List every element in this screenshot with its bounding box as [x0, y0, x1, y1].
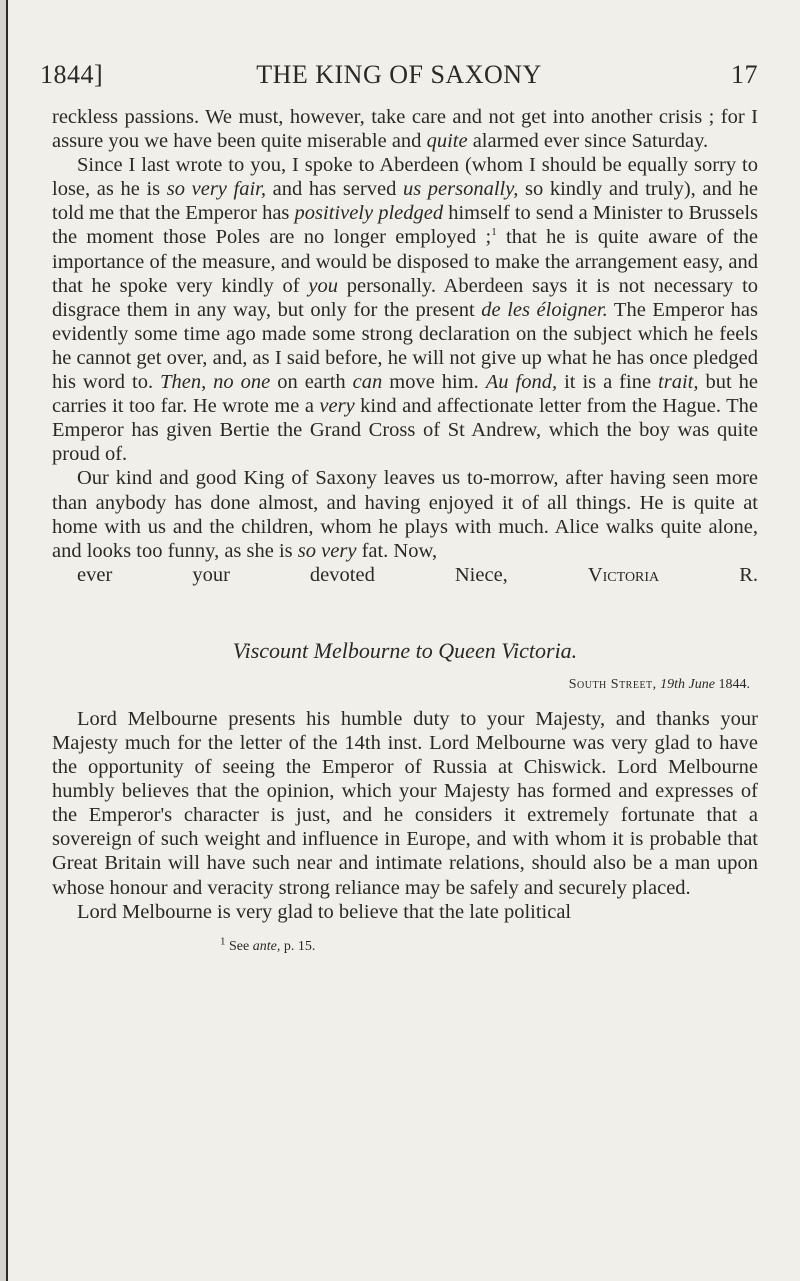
- text-run: The Emperor has evidently some time ago made some strong declaration on the subject which he feels he cannot get over, and, as I said before, he will not give up what he has once pledged his word to.: [52, 298, 758, 394]
- text-run: so very: [297, 539, 357, 562]
- text-run: on earth: [270, 371, 353, 394]
- letter2-paragraph-1: Lord Melbourne presents his humble duty to your Majesty, and thanks your Majesty much for the letter of the 14th inst. Lord Melbourne was very glad to have the opportunity of seeing the Emperor of Russia at Chiswick. Lord Melbourne humbly believes that the opinion, which your Majesty has formed and expresses of the Emperor's character is just, and he considers it extremely fortunate that a sovereign of such weight and influence in Europe, and with whom it is probable that Great Britain will have such near and intimate relations, should also be a man upon whose honour and veracity strong reliance may be safely and securely placed.: [52, 707, 758, 899]
- text-run: can: [352, 371, 383, 394]
- text-run: fat. Now,: [356, 539, 438, 562]
- text-run: kind and affectionate letter from the Hague. The Emperor has given Bertie the Grand Cross of St Andrew, which the boy was quite proud of.: [52, 395, 758, 466]
- letter1-paragraph-3: [52, 466, 758, 586]
- letter1-paragraph-1: [52, 105, 758, 153]
- text-run: you: [308, 274, 338, 297]
- text-run: 19th June: [660, 676, 715, 692]
- signature: Victoria R.: [587, 563, 759, 586]
- text-run: 1844.: [715, 676, 750, 692]
- text-run: move him.: [382, 371, 486, 394]
- closing: ever your devoted Niece,: [77, 563, 508, 586]
- text-run: alarmed ever since Saturday.: [467, 130, 709, 153]
- text-run: so very fair,: [166, 178, 266, 201]
- text-run: us personally,: [402, 178, 519, 201]
- text-run: himself to send a Minister to Brussels the moment those Poles are no longer employed ;: [52, 202, 758, 249]
- text-run: Then, no one: [160, 371, 271, 394]
- text-run: Au fond,: [485, 371, 558, 394]
- text-run: and has served: [266, 178, 403, 201]
- text-run: 1: [220, 935, 226, 948]
- letter2-heading: Viscount Melbourne to Queen Victoria.: [232, 637, 578, 663]
- text-run: personally. Aberdeen says it is not necessary to disgrace them in any way, but only for the present: [52, 274, 759, 321]
- page-body: [52, 105, 758, 970]
- text-run: very: [319, 395, 355, 418]
- text-run: Our kind and good King of Saxony leaves us to-morrow, after having seen more than anybody has done almost, and having enjoyed it of all things. He is quite at home with us and the children, whom he plays with much. Alice walks quite alone, and looks too funny, as she is: [52, 467, 758, 562]
- text-run: South Street,: [568, 676, 657, 692]
- text-run: it is a fine: [557, 371, 659, 394]
- header-title: THE KING OF SAXONY: [256, 60, 542, 89]
- letter1-paragraph-2: [52, 153, 758, 466]
- text-run: ante,: [252, 938, 281, 954]
- text-run: so kindly and truly), and he told me that the Emperor has: [52, 178, 758, 225]
- letter2-dateline: [52, 675, 750, 695]
- text-run: quite: [426, 130, 468, 153]
- text-run: positively pledged: [294, 202, 444, 225]
- text-run: p. 15.: [280, 938, 316, 954]
- text-run: that he is quite aware of the importance of the measure, and would be disposed to make the arrangement easy, and that he spoke very kindly of: [52, 226, 758, 297]
- running-header: [40, 60, 758, 100]
- text-run: de les éloigner.: [481, 298, 608, 321]
- text-run: but he carries it too far. He wrote me a: [52, 371, 758, 418]
- page-number: 17: [731, 60, 758, 89]
- footnote: [52, 935, 758, 956]
- letter2-paragraph-2: Lord Melbourne is very glad to believe that the late political: [77, 900, 572, 923]
- letter1-paragraph-3-text: [52, 467, 758, 561]
- header-year: 1844]: [40, 60, 104, 89]
- text-run: trait,: [658, 371, 699, 394]
- signature-line: [52, 563, 758, 587]
- text-run: Since I last wrote to you, I spoke to Aberdeen (whom I should be equally sorry to lose, as he is: [52, 154, 758, 201]
- text-run: reckless passions. We must, however, take care and not get into another crisis ; for I assure you we have been quite miserable and: [52, 106, 758, 153]
- text-run: 1: [491, 226, 497, 239]
- text-run: See: [225, 938, 253, 954]
